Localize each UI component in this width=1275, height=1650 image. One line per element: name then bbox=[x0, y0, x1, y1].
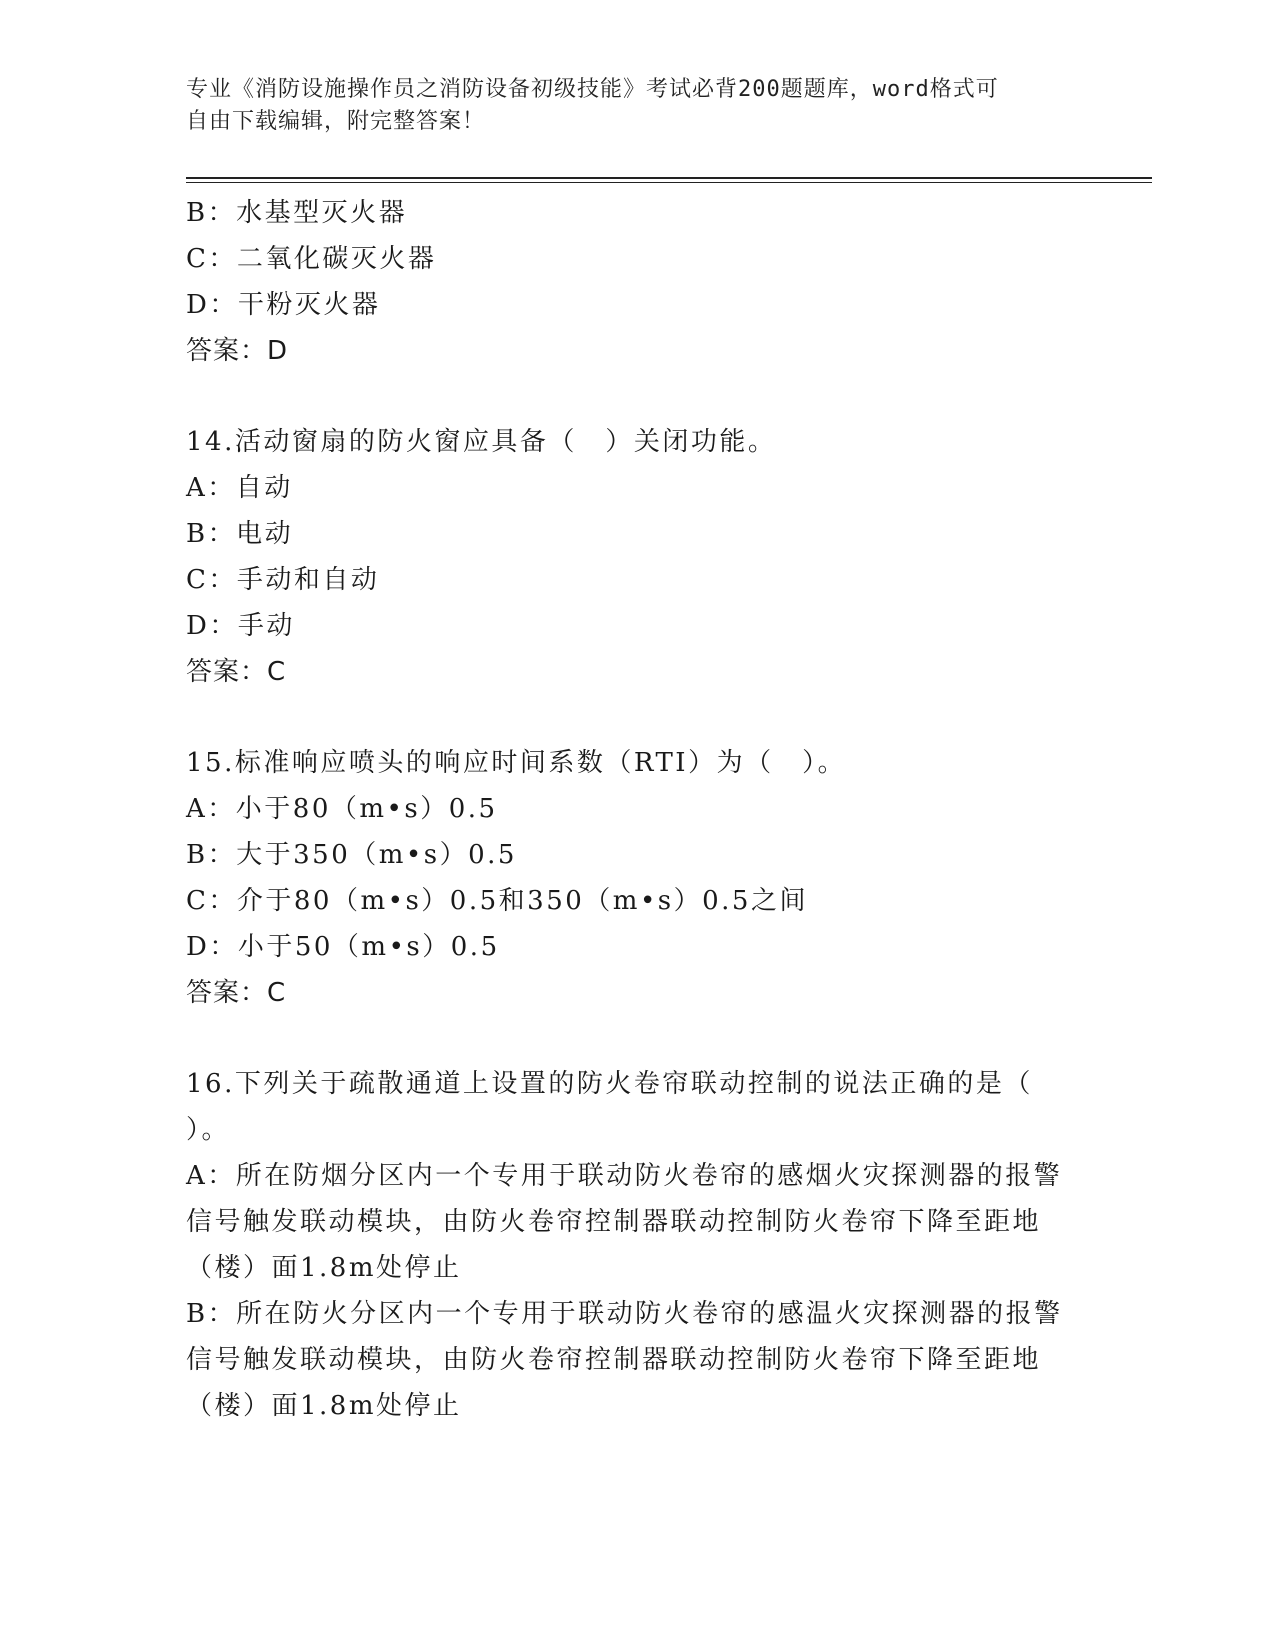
q14-answer: 答案：C bbox=[186, 657, 287, 687]
spacer bbox=[186, 695, 1086, 740]
header-rule-thin bbox=[186, 182, 1152, 183]
q16-option-b-line-1: B：所在防火分区内一个专用于联动防火卷帘的感温火灾探测器的报警 bbox=[186, 1299, 1063, 1329]
q14-option-c: C：手动和自动 bbox=[186, 565, 380, 595]
q13-answer: 答案：D bbox=[186, 336, 289, 366]
q16-question-line-2: ）。 bbox=[186, 1115, 231, 1145]
header-line-1: 专业《消防设施操作员之消防设备初级技能》考试必背200题题库，word格式可 bbox=[186, 77, 999, 102]
q16-option-a-line-2: 信号触发联动模块，由防火卷帘控制器联动控制防火卷帘下降至距地 bbox=[186, 1207, 1042, 1237]
q15-option-d: D：小于50（m•s）0.5 bbox=[186, 932, 500, 962]
q16-option-a-line-1: A：所在防烟分区内一个专用于联动防火卷帘的感烟火灾探测器的报警 bbox=[186, 1161, 1063, 1191]
q16-question-line-1: 16.下列关于疏散通道上设置的防火卷帘联动控制的说法正确的是（ bbox=[186, 1069, 1033, 1099]
document-header bbox=[186, 74, 1066, 138]
header-line-2: 自由下载编辑，附完整答案！ bbox=[186, 109, 486, 134]
q14-option-a: A：自动 bbox=[186, 473, 293, 503]
q13-option-c: C：二氧化碳灭火器 bbox=[186, 244, 437, 274]
q16-option-b-line-3: （楼）面1.8m处停止 bbox=[186, 1391, 462, 1421]
q15-option-b: B：大于350（m•s）0.5 bbox=[186, 840, 517, 870]
q13-option-d: D：干粉灭火器 bbox=[186, 290, 381, 320]
q14-option-d: D：手动 bbox=[186, 611, 295, 641]
q16-option-b-line-2: 信号触发联动模块，由防火卷帘控制器联动控制防火卷帘下降至距地 bbox=[186, 1345, 1042, 1375]
q15-option-c: C：介于80（m•s）0.5和350（m•s）0.5之间 bbox=[186, 886, 808, 916]
q14-question: 14.活动窗扇的防火窗应具备（ ）关闭功能。 bbox=[186, 427, 777, 457]
q14-option-b: B：电动 bbox=[186, 519, 294, 549]
spacer bbox=[186, 1016, 1086, 1061]
q15-answer: 答案：C bbox=[186, 978, 287, 1008]
q13-option-b: B：水基型灭火器 bbox=[186, 198, 408, 228]
header-rule-thick bbox=[186, 177, 1152, 179]
q16-option-a-line-3: （楼）面1.8m处停止 bbox=[186, 1253, 462, 1283]
spacer bbox=[186, 374, 1086, 419]
q15-option-a: A：小于80（m•s）0.5 bbox=[186, 794, 498, 824]
question-list bbox=[186, 190, 1086, 1429]
q15-question: 15.标准响应喷头的响应时间系数（RTI）为（ ）。 bbox=[186, 748, 847, 778]
